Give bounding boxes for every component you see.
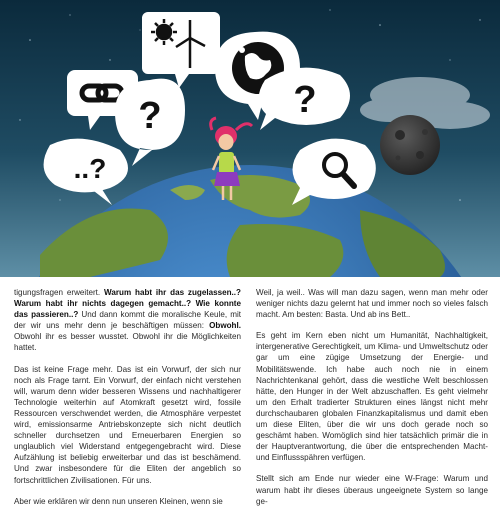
- question-mark-icon: ?: [293, 79, 317, 121]
- paragraph: Aber wie erklären wir denn nun unseren Kleinen, wenn sie: [14, 496, 223, 506]
- text-span: Und dann kommt die moralische Keule, mit der wir uns mehr denn je beschäftigen müssen:: [14, 310, 241, 331]
- text-span: tigungsfragen erweitert.: [14, 288, 105, 297]
- question-mark-icon: ..?: [73, 153, 107, 184]
- paragraph: Das ist keine Frage mehr. Das ist ein Vorwurf, der sich nur noch als Frage tarnt. Ein Vorwurf, der einfach nicht verstehen will, warum denn wider besseren Wissens und nachhaltigerer Technologie weiterhin auf Atomkraft gesetzt wird, fossile Ressourcen verschwendet werden, die Atmosphäre verpestet wird, emissionsarme Antriebskonzepte sich nicht deutlich schneller durchsetzen und Erneuerbaren Energien so unglaublich viel Widerstand entgegengebracht wird. Diese Aufzählung ist beliebig erweiterbar und das ist beschämend. Und zwar insbesondere für die Eliten der angeblich so fortschrittlichen Zivilisationen. Für uns.: [14, 364, 241, 485]
- paragraph: Es geht im Kern eben nicht um Humanität, Nachhaltigkeit, intergenerative Gerechtigkeit, um Klima- und Umweltschutz oder gar um eine zügige Umsetzung der Energie- und Mobilitätswende. Ich habe auch noch nie in einem Nachrichtenkanal gehört, dass die westliche Welt beschlossen hätte, den Hunger in der Welt abzuschaffen. Es geht vielmehr um den Erhalt tradierter Strukturen eines längst nicht mehr durchschaubaren globalen Finanzkapitalismus und damit eben um diese Eliten, über die wir uns doch gerade noch so geschämt haben. Womöglich sind hier tatsächlich primär die in der Hauptverantwortung, die über die entsprechenden Macht- und Einflussspähren verfügen.: [256, 331, 488, 463]
- article-column-right: [256, 287, 488, 517]
- paragraph: Weil, ja weil.. Was will man dazu sagen, wenn man mehr oder weniger nichts dazu gelernt hat und immer noch so vieles falsch macht. Am besten: Basta. Und ab ins Bett..: [256, 288, 488, 320]
- bold-question: Warum habt ihr das zugelassen..? Warum habt ihr nichts dagegen gemacht..? Wie konnte das passieren..?: [14, 288, 241, 320]
- question-mark-icon: ?: [138, 95, 162, 137]
- text-span: Obwohl ihr es besser wusstet. Obwohl ihr die Möglichkeiten hattet.: [14, 332, 241, 353]
- article-column-left: [14, 287, 241, 517]
- moon-icon: [380, 115, 440, 175]
- bold-word: Obwohl.: [209, 321, 241, 331]
- article-body: [0, 277, 500, 506]
- paragraph: Stellt sich am Ende nur wieder eine W-Frage: Warum und warum habt ihr dieses überaus ungeeignete System so lange ge-: [256, 474, 488, 506]
- paragraph: [14, 287, 241, 354]
